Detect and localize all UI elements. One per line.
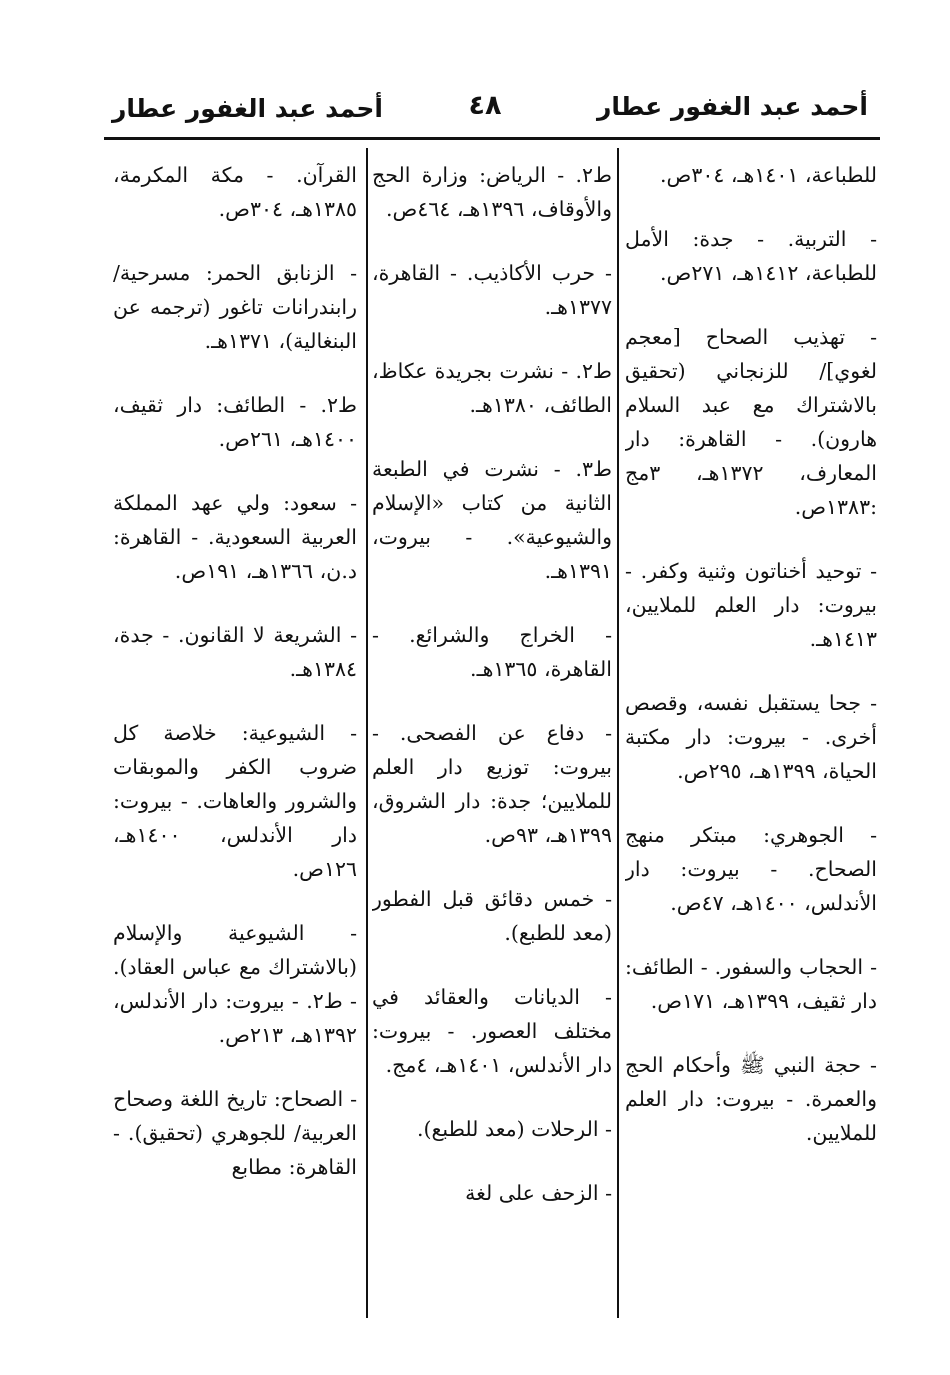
column-divider [366, 148, 368, 1318]
page-number: ٤٨ [468, 90, 502, 121]
header-rule [104, 137, 880, 140]
bibliography-entry: - الزحف على لغة [465, 1181, 612, 1205]
bibliography-entry: - الحجاب والسفور. - الطائف: دار ثقيف، ١٣٩٩هـ، ١٧١ص. [625, 955, 877, 1013]
column-middle [372, 150, 612, 1325]
bibliography-entry: - الخراج والشرائع. - القاهرة، ١٣٦٥هـ. [372, 623, 612, 681]
bibliography-entry: - تهذيب الصحاح [معجم لغوي]/ للزنجاني (تحقيق بالاشتراك مع عبد السلام هارون). - القاهرة: دار المعارف، ١٣٧٢هـ، ٣مج :١٣٨٣ص. [625, 325, 877, 519]
bibliography-entry: - حرب الأكاذيب. - القاهرة، ١٣٧٧هـ. [372, 261, 612, 319]
bibliography-entry: - الديانات والعقائد في مختلف العصور. - بيروت: دار الأندلس، ١٤٠١هـ، ٤مج. [372, 985, 612, 1077]
bibliography-entry: - الصحاح: تاريخ اللغة وصحاح العربية/ للجوهري (تحقيق). - القاهرة: مطابع [113, 1087, 357, 1179]
bibliography-entry: القرآن. - مكة المكرمة، ١٣٨٥هـ، ٣٠٤ص. [113, 163, 357, 221]
bibliography-entry: ط٢. - الطائف: دار ثقيف، ١٤٠٠هـ، ٢٦١ص. [113, 393, 357, 451]
bibliography-entry: - دفاع عن الفصحى. - بيروت: توزيع دار العلم للملايين؛ جدة: دار الشروق، ١٣٩٩هـ، ٩٣ص. [372, 721, 612, 847]
column-divider [617, 148, 619, 1318]
column-left [113, 150, 357, 1325]
column-right [625, 150, 877, 1325]
bibliography-entry: للطباعة، ١٤٠١هـ، ٣٠٤ص. [660, 163, 877, 187]
bibliography-entry: - جحا يستقبل نفسه، وقصص أخرى. - بيروت: دار مكتبة الحياة، ١٣٩٩هـ، ٢٩٥ص. [625, 691, 877, 783]
bibliography-entry: ط٢. - نشرت بجريدة عكاظ، الطائف، ١٣٨٠هـ. [372, 359, 612, 417]
bibliography-entry: - الشيوعية: خلاصة كل ضروب الكفر والموبقات والشرور والعاهات. - بيروت: دار الأندلس، ١٤٠٠هـ، ١٢٦ص. [113, 721, 357, 881]
bibliography-entry: - خمس دقائق قبل الفطور (معد للطبع). [372, 887, 612, 945]
bibliography-entry: - حجة النبي ﷺ وأحكام الحج والعمرة. - بيروت: دار العلم للملايين. [625, 1053, 877, 1145]
bibliography-entry: - سعود: ولي عهد المملكة العربية السعودية. - القاهرة: د.ن، ١٣٦٦هـ، ١٩١ص. [113, 491, 357, 583]
bibliography-entry: - الزنابق الحمر: مسرحية/ رابندرانات تاغور (ترجمه عن البنغالية)، ١٣٧١هـ. [113, 261, 357, 353]
bibliography-entry: ط٢. - الرياض: وزارة الحج والأوقاف، ١٣٩٦هـ، ٤٦٤ص. [372, 163, 612, 221]
bibliography-entry: - الجوهري: مبتكر منهج الصحاح. - بيروت: دار الأندلس، ١٤٠٠هـ، ٤٧ص. [625, 823, 877, 915]
running-title-right: أحمد عبد الغفور عطار [597, 92, 868, 121]
bibliography-entry: - الرحلات (معد للطبع). [416, 1117, 612, 1141]
bibliography-entry: - الشريعة لا القانون. - جدة، ١٣٨٤هـ. [113, 623, 357, 681]
running-title-left: أحمد عبد الغفور عطار [112, 94, 383, 123]
bibliography-entry: - التربية. - جدة: الأمل للطباعة، ١٤١٢هـ، ٢٧١ص. [625, 227, 877, 285]
bibliography-entry: - توحيد أخناتون وثنية وكفر. - بيروت: دار العلم للملايين، ١٤١٣هـ. [625, 559, 877, 651]
page-header [0, 0, 950, 150]
bibliography-entry: ط٣. - نشرت في الطبعة الثانية من كتاب «الإسلام والشيوعية». - بيروت، ١٣٩١هـ. [372, 457, 612, 583]
bibliography-entry: - الشيوعية والإسلام (بالاشتراك مع عباس العقاد). - ط٢. - بيروت: دار الأندلس، ١٣٩٢هـ، ٢١٣ص. [113, 921, 357, 1047]
